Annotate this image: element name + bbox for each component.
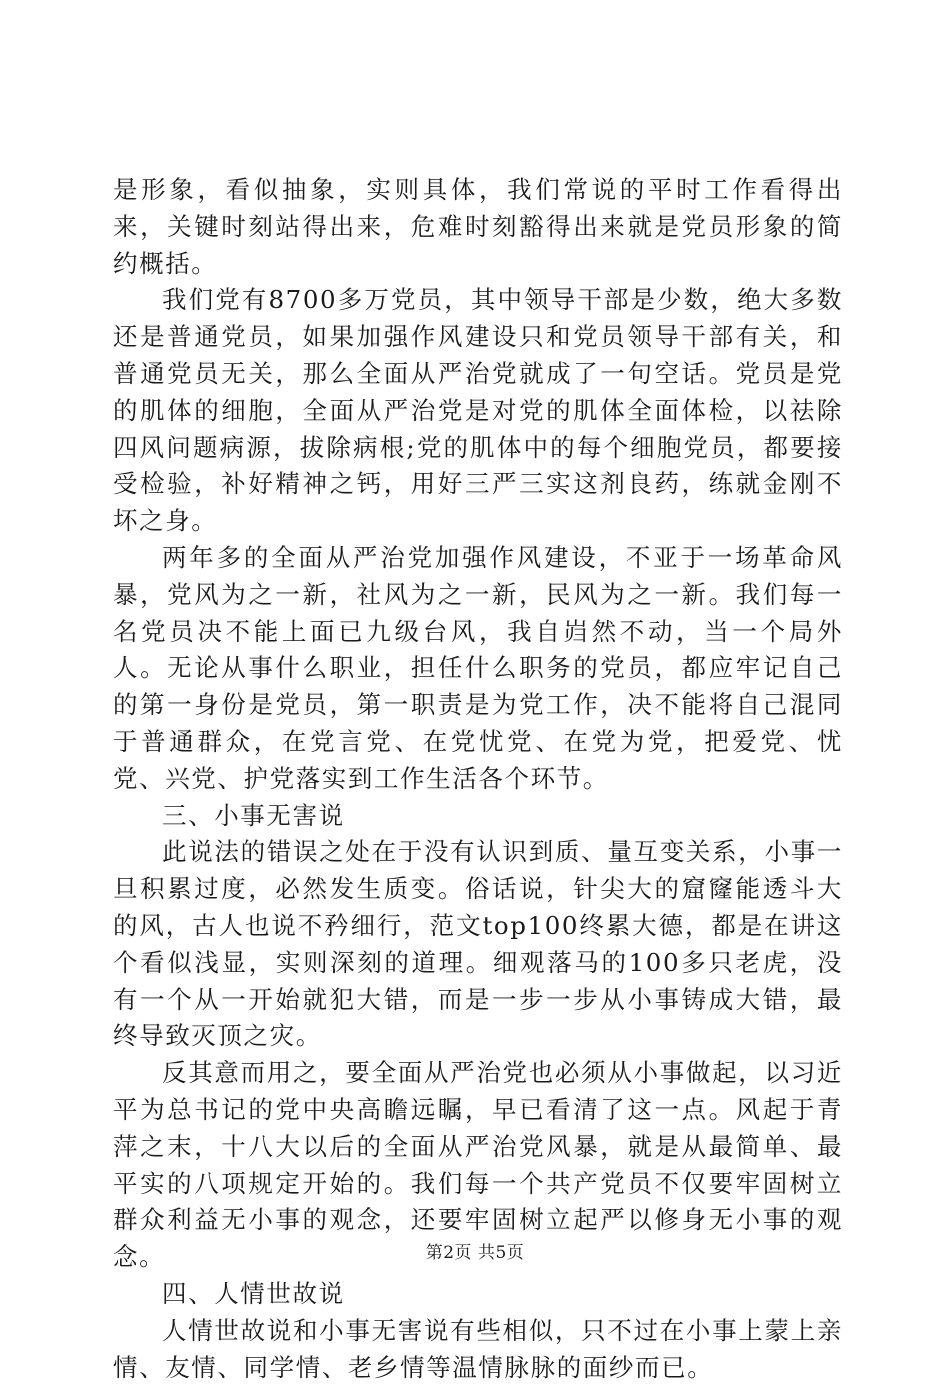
- document-body: [113, 172, 843, 1386]
- section-heading: 四、人情世故说: [162, 1278, 345, 1308]
- paragraph-continuation: 是形象，看似抽象，实则具体，我们常说的平时工作看得出来，关键时刻站得出来，危难时刻豁得出来就是党员形象的简约概括。: [113, 175, 843, 278]
- paragraph: 我们党有8700多万党员，其中领导干部是少数，绝大多数还是普通党员，如果加强作风建设只和党员领导干部有关，和普通党员无关，那么全面从严治党就成了一句空话。党员是党的肌体的细胞，全面从严治党是对党的肌体全面体检，以祛除四风问题病源，拔除病根;党的肌体中的每个细胞党员，都要接受检验，补好精神之钙，用好三严三实这剂良药，练就金刚不坏之身。: [113, 285, 843, 536]
- page-footer: 第2页 共5页: [425, 1243, 525, 1263]
- paragraph: 反其意而用之，要全面从严治党也必须从小事做起，以习近平为总书记的党中央高瞻远瞩，早已看清了这一点。风起于青萍之末，十八大以后的全面从严治党风暴，就是从最简单、最平实的八项规定开始的。我们每一个共产党员不仅要牢固树立群众利益无小事的观念，还要牢固树立起严以修身无小事的观念。: [113, 1058, 843, 1272]
- paragraph: 此说法的错误之处在于没有认识到质、量互变关系，小事一旦积累过度，必然发生质变。俗话说，针尖大的窟窿能透斗大的风，古人也说不矜细行，范文top100终累大德，都是在讲这个看似浅显，实则深刻的道理。细观落马的100多只老虎，没有一个从一开始就犯大错，而是一步一步从小事铸成大错，最终导致灭顶之灾。: [113, 837, 843, 1051]
- section-heading: 三、小事无害说: [162, 800, 345, 830]
- paragraph: 两年多的全面从严治党加强作风建设，不亚于一场革命风暴，党风为之一新，社风为之一新，民风为之一新。我们每一名党员决不能上面已九级台风，我自岿然不动，当一个局外人。无论从事什么职业，担任什么职务的党员，都应牢记自己的第一身份是党员，第一职责是为党工作，决不能将自己混同于普通群众，在党言党、在党忧党、在党为党，把爱党、忧党、兴党、护党落实到工作生活各个环节。: [113, 542, 843, 793]
- paragraph: 人情世故说和小事无害说有些相似，只不过在小事上蒙上亲情、友情、同学情、老乡情等温情脉脉的面纱而已。: [113, 1315, 843, 1382]
